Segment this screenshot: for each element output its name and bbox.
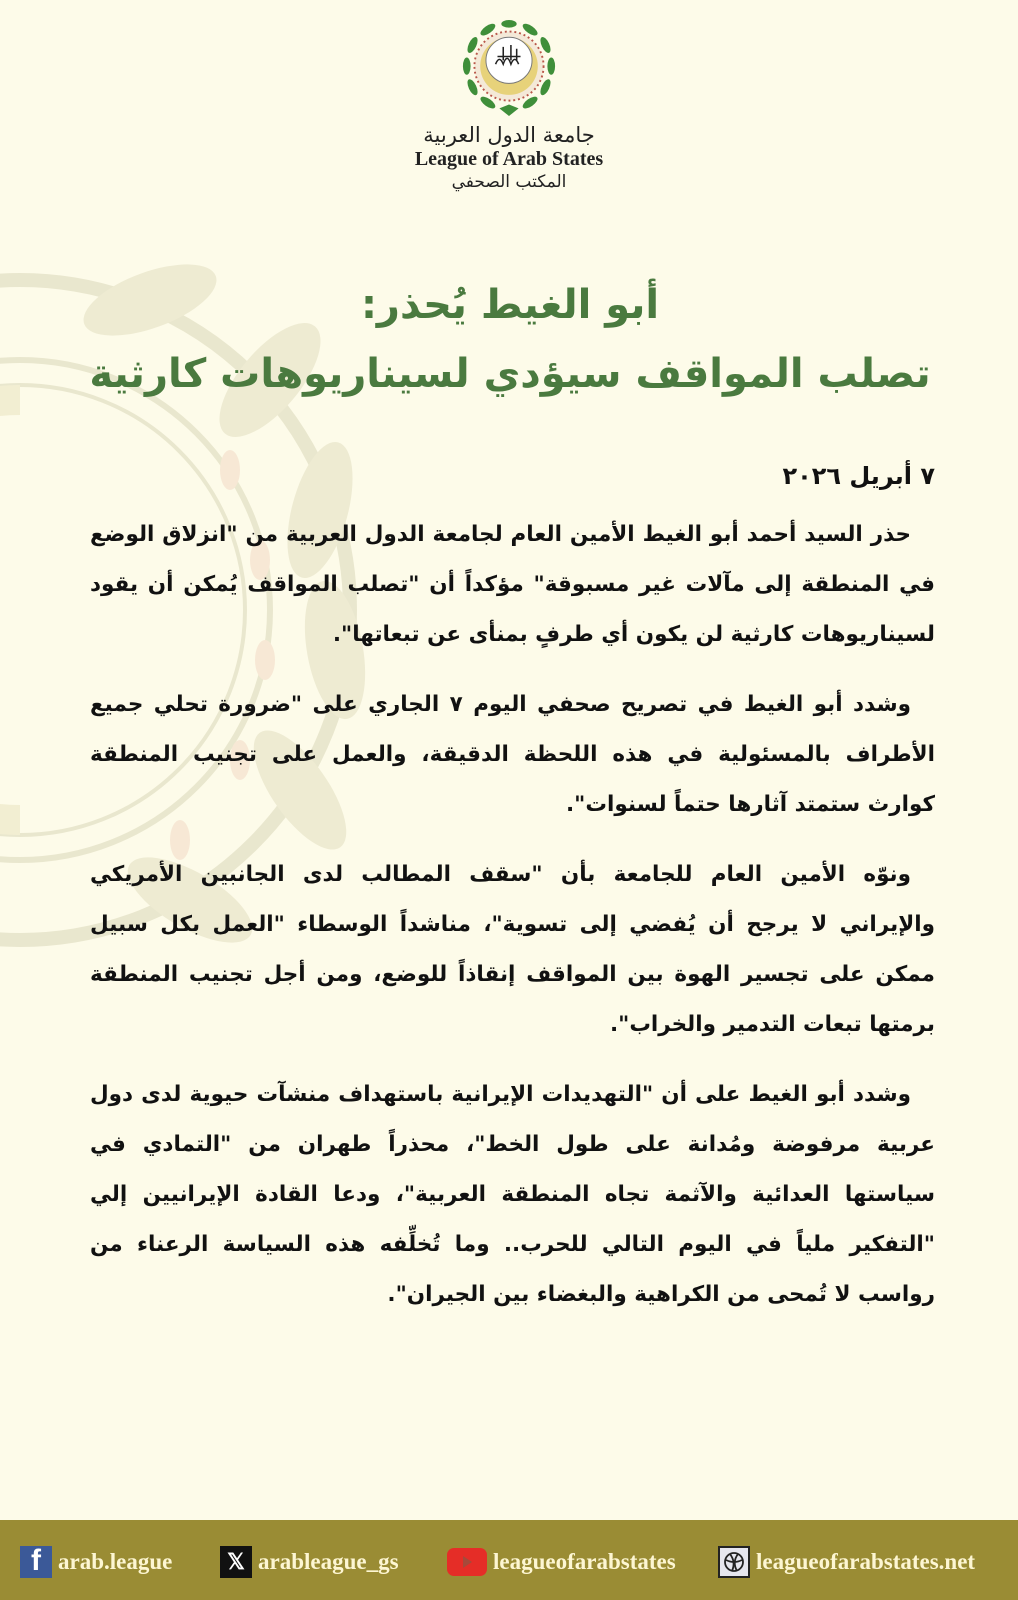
paragraph-1: حذر السيد أحمد أبو الغيط الأمين العام لجامعة الدول العربية من "انزلاق الوضع في المنطقة إلى مآلات غير مسبوقة" مؤكداً أن "تصلب المواقف يُمكن أن يقود لسيناريوهات كارثية لن يكون أي طرفٍ بمنأى عن تبعاتها". (90, 522, 935, 647)
press-office-label: المكتب الصحفي (451, 172, 567, 192)
youtube-handle: leagueofarabstates (493, 1549, 676, 1574)
org-name-arabic: جامعة الدول العربية (423, 123, 595, 147)
x-handle: arableague_gs (258, 1549, 399, 1574)
org-name-english: League of Arab States (414, 148, 604, 170)
paragraph-3: ونوّه الأمين العام للجامعة بأن "سقف المطالب لدى الجانبين الأمريكي والإيراني لا يرجح أن يُفضي إلى تسوية"، مناشداً الوسطاء "العمل بكل سبيل ممكن على تجسير الهوة بين المواقف إنقاذاً للوضع، ومن أجل تجنيب المنطقة برمتها تبعات التدمير والخراب". (90, 862, 935, 1037)
header (0, 18, 1018, 194)
paragraph-2: وشدد أبو الغيط في تصريح صحفي اليوم ٧ الجاري على "ضرورة تحلي جميع الأطراف بالمسئولية في هذه اللحظة الدقيقة، والعمل على تجنيب المنطقة كوارث ستمتد آثارها حتماً لسنوات". (90, 692, 935, 817)
paragraph-4: وشدد أبو الغيط على أن "التهديدات الإيرانية باستهداف منشآت حيوية لدى دول عربية مرفوضة ومُدانة على طول الخط"، محذراً طهران من "التمادي في سياستها العدائية والآثمة تجاه المنطقة العربية"، ودعا القادة الإيرانيين إلي "التفكير ملياً في اليوم التالي للحرب.. وما تُخلِّفه هذه السياسة الرعناء من رواسب لا تُمحى من الكراهية والبغضاء بين الجيران". (90, 1082, 935, 1307)
facebook-icon: f (20, 1546, 52, 1578)
headline (60, 272, 960, 410)
headline-line-1: أبو الغيط يُحذر: (360, 282, 660, 328)
website-icon (718, 1546, 750, 1578)
article-date: ٧ أبريل ٢٠٢٦ (782, 462, 935, 490)
youtube-link[interactable] (447, 1546, 676, 1578)
youtube-icon (447, 1548, 487, 1576)
arab-league-seal-logo (461, 18, 557, 118)
social-footer (0, 1520, 1018, 1600)
website-url: leagueofarabstates.net (756, 1549, 976, 1574)
x-icon: 𝕏 (220, 1546, 252, 1578)
x-link[interactable] (220, 1546, 399, 1578)
article-body (90, 456, 935, 1340)
facebook-handle: arab.league (58, 1549, 173, 1574)
website-link[interactable] (718, 1546, 975, 1578)
headline-line-2: تصلب المواقف سيؤدي لسيناريوهات كارثية (89, 351, 931, 397)
facebook-link[interactable] (20, 1546, 172, 1578)
